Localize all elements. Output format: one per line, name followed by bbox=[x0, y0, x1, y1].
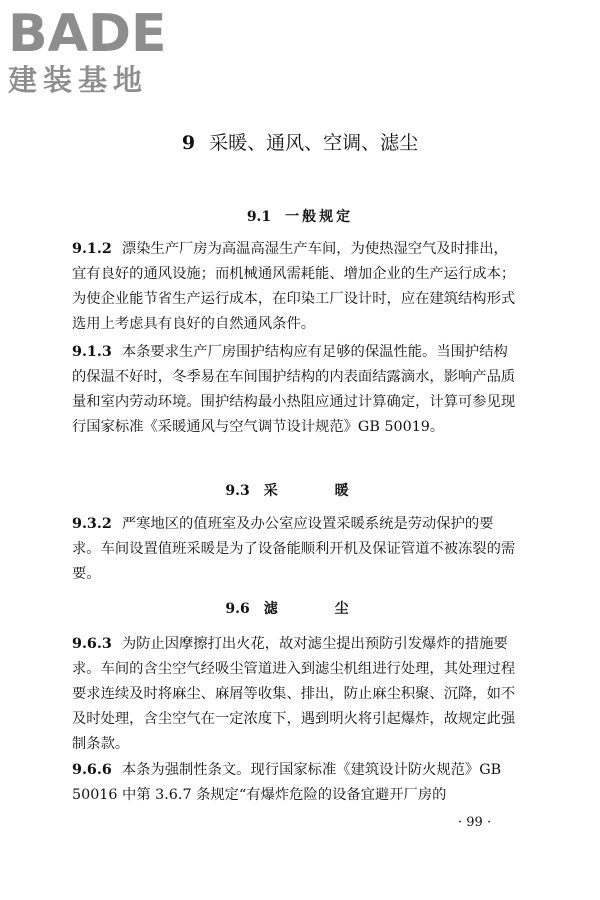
logo-subtitle: 建装基地 bbox=[8, 63, 149, 97]
clause-number: 9.3.2 bbox=[72, 516, 112, 532]
clause-text: 漂染生产厂房为高温高湿生产车间，为使热湿空气及时排出，宜有良好的通风设施；而机械通风需耗能、增加企业的生产运行成本；为使企业能节省生产运行成本，在印染工厂设计时，应在建筑结构形式选用上考虑具有良好的自然通风条件。 bbox=[72, 241, 516, 332]
clause-9-1-3 bbox=[72, 340, 522, 440]
clause-text: 本条要求生产厂房围护结构应有足够的保温性能。当围护结构的保温不好时，冬季易在车间围护结构的内表面结露滴水，影响产品质量和室内劳动环境。围护结构最小热阻应通过计算确定，计算可参见现行国家标准《采暖通风与空气调节设计规范》GB 50019。 bbox=[72, 344, 516, 435]
chapter-heading bbox=[0, 128, 600, 155]
section-number: 9.1 bbox=[246, 209, 272, 225]
clause-9-3-2 bbox=[72, 512, 522, 587]
section-heading-9-6 bbox=[0, 598, 600, 618]
page-number: · 99 · bbox=[458, 815, 492, 830]
section-number: 9.6 bbox=[225, 601, 250, 617]
clause-9-1-2 bbox=[72, 237, 522, 337]
clause-text: 严寒地区的值班室及办公室应设置采暖系统是劳动保护的要求。车间设置值班采暖是为了设备能顺利开机及保证管道不被冻裂的需要。 bbox=[72, 516, 516, 582]
section-title: 一般规定 bbox=[285, 209, 354, 225]
clause-text: 为防止因摩擦打出火花，故对滤尘提出预防引发爆炸的措施要求。车间的含尘空气经吸尘管道进入到滤尘机组进行处理，其处理过程要求连续及时将麻尘、麻屑等收集、排出，防止麻尘积聚、沉降，如不及时处理，含尘空气在一定浓度下，遇到明火将引起爆炸，故规定此强制条款。 bbox=[72, 636, 516, 752]
logo-wordmark: BADE bbox=[8, 4, 167, 64]
chapter-title: 采暖、通风、空调、滤尘 bbox=[209, 132, 419, 154]
section-number: 9.3 bbox=[225, 483, 250, 499]
clause-number: 9.1.2 bbox=[72, 241, 112, 257]
section-title: 滤 尘 bbox=[263, 601, 375, 617]
section-heading-9-3 bbox=[0, 480, 600, 500]
clause-9-6-6 bbox=[72, 758, 522, 808]
clause-number: 9.6.3 bbox=[72, 636, 112, 652]
chapter-number: 9 bbox=[181, 132, 196, 154]
section-heading-9-1 bbox=[0, 206, 600, 226]
bade-logo bbox=[8, 6, 167, 96]
clause-number: 9.1.3 bbox=[72, 344, 112, 360]
section-title: 采 暖 bbox=[263, 483, 375, 499]
clause-number: 9.6.6 bbox=[72, 762, 112, 778]
clause-text: 本条为强制性条文。现行国家标准《建筑设计防火规范》GB 50016 中第 3.6.7 条规定“有爆炸危险的设备宜避开厂房的 bbox=[72, 762, 502, 803]
clause-9-6-3 bbox=[72, 632, 522, 757]
